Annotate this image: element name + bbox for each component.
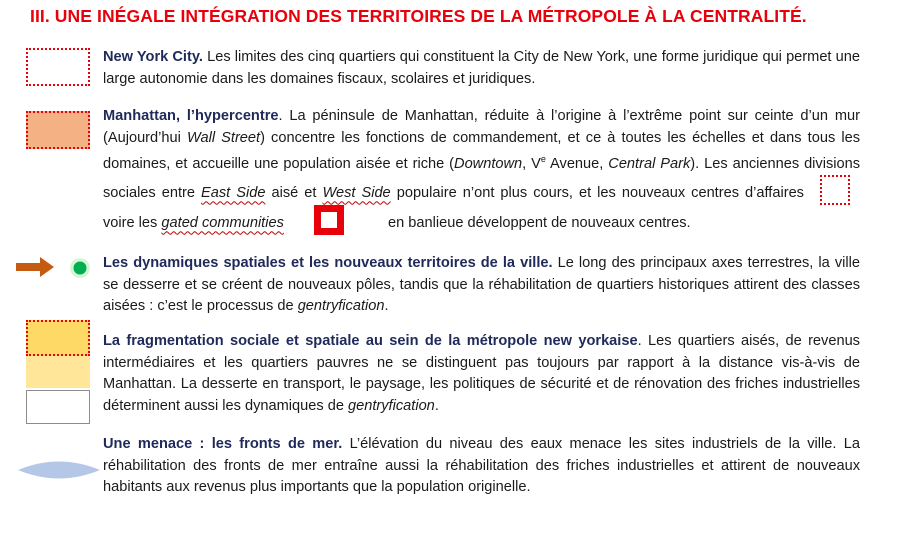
wealthy-areas-legend-symbol	[26, 320, 90, 356]
item-heading: Manhattan, l’hypercentre	[103, 108, 279, 124]
gated-community-icon	[314, 205, 344, 235]
poor-areas-legend-symbol	[26, 390, 90, 424]
business-center-icon	[820, 175, 850, 205]
new-pole-dot-icon	[68, 256, 92, 280]
item-text: Les limites des cinq quartiers qui constituent la City de New York, une forme juridique qui permet une large autonomie dans les domaines fiscaux, scolaires et juridiques.	[103, 49, 860, 87]
manhattan-legend-symbol	[26, 111, 90, 149]
legend-item-nyc	[103, 47, 860, 90]
nyc-limits-legend-symbol	[26, 48, 90, 86]
item-heading: Une menace : les fronts de mer.	[103, 436, 343, 452]
legend-item-dynamics: Les dynamiques spatiales et les nouveaux territoires de la ville. Le long des principaux axes terrestres, la ville se desserre et se créent de nouveaux pôles, tandis que la réhabilitation de quartiers historiques attirent des classes aisées : c’est le processus de gentryfication.	[103, 255, 860, 314]
waterfront-legend-symbol	[16, 456, 102, 484]
legend-item-waterfront	[103, 434, 860, 499]
item-text: L’élévation du niveau des eaux menace les sites industriels de la ville. La réhabilitation des fronts de mer entraîne aussi la réhabilitation des friches industrielles et attirent de nouveaux habitants aux revenus plus importants que la population originelle.	[103, 436, 860, 495]
legend-item-fragmentation: La fragmentation sociale et spatiale au sein de la métropole new yorkaise. Les quartiers aisés, de revenus intermédiaires et les quartiers pauvres ne se distinguent pas toujours par rapport à la distance vis-à-vis de Manhattan. La desserte en transport, le paysage, les politiques de sécurité et de rénovation des friches industrielles déterminent aussi les dynamiques de gentryfication.	[103, 333, 860, 414]
item-heading: New York City.	[103, 49, 203, 65]
middle-income-legend-symbol	[26, 356, 90, 388]
item-heading: Les dynamiques spatiales et les nouveaux territoires de la ville.	[103, 255, 553, 271]
section-title: III. UNE INÉGALE INTÉGRATION DES TERRITOIRES DE LA MÉTROPOLE À LA CENTRALITÉ.	[30, 6, 807, 26]
axis-arrow-icon	[16, 256, 56, 278]
legend-item-manhattan: Manhattan, l’hypercentre. La péninsule de Manhattan, réduite à l’origine à l’extrême point sur ceinte d’un mur (Aujourd’hui Wall Street) concentre les fonctions de commandement, et ce à toutes les échelles et dans tous les domaines, et accueille une population aisée et riche (Downtown, Ve Avenue, Central Park). Les anciennes divisions sociales entre East Side aisé et West Side populaire n’ont plus cours, et les nouveaux centres d’affaires voire les gated communities en banlieue développent de nouveaux centres.	[103, 106, 860, 235]
item-heading: La fragmentation sociale et spatiale au sein de la métropole new yorkaise	[103, 333, 638, 349]
